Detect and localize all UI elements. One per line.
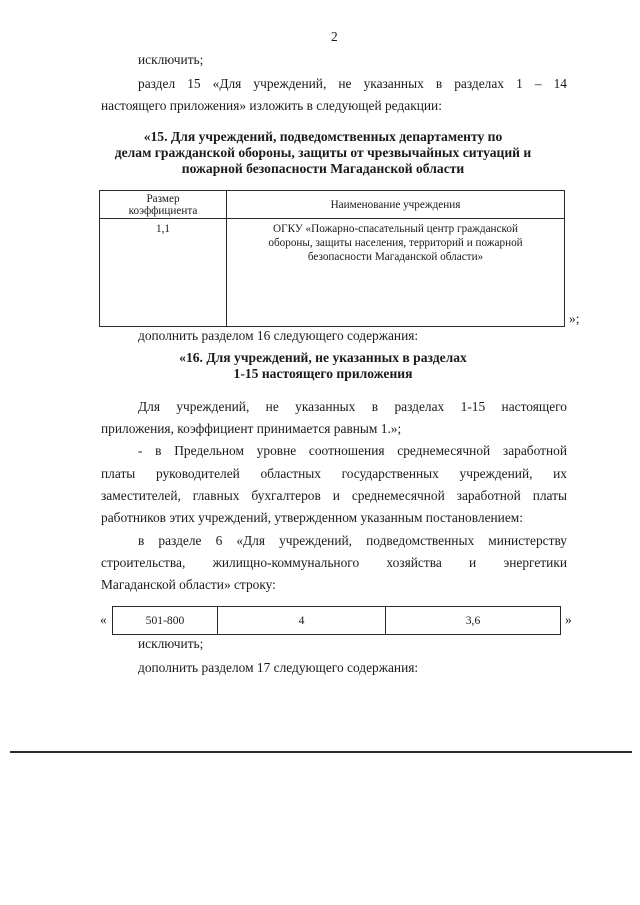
coefficient-header-line-2: коэффициента [128, 204, 198, 217]
point-line-6: строительства, жилищно-коммунального хозяйства и энергетики [101, 555, 567, 570]
section16-paragraph-line-2: приложения, коэффициент принимается равным 1.»; [101, 421, 402, 436]
section16-paragraph: Для учреждений, не указанных в разделах 1-15 настоящего [138, 399, 567, 414]
exclude-row-text: исключить; [138, 636, 204, 651]
section16-title: «16. Для учреждений, не указанных в разделах [179, 350, 467, 365]
coefficient-cell: 1,1 [100, 219, 227, 327]
institution-name-line-2: обороны, защиты населения, территорий и пожарной [268, 237, 523, 249]
point-line-5: в разделе 6 «Для учреждений, подведомственных министерству [138, 533, 567, 548]
table-row [100, 219, 565, 327]
point-line: - в Предельном уровне соотношения среднемесячной заработной [138, 443, 567, 458]
row-close-quote: » [565, 612, 572, 627]
point-line-2: платы руководителей областных государственных учреждений, их [101, 466, 567, 481]
add-section16-text: дополнить разделом 16 следующего содержания: [138, 328, 419, 343]
point-line-3: заместителей, главных бухгалтеров и среднемесячной заработной платы [101, 488, 567, 503]
page-divider [10, 751, 632, 753]
section15-title-line-2: делам гражданской обороны, защиты от чрезвычайных ситуаций и [114, 145, 532, 160]
coefficient-value-cell: 3,6 [386, 607, 561, 635]
section15-title: «15. Для учреждений, подведомственных департаменту по [143, 129, 503, 144]
institution-header: Наименование учреждения [227, 191, 565, 219]
section15-title-line-3: пожарной безопасности Магаданской области [181, 161, 465, 176]
institution-name-line-3: безопасности Магаданской области» [307, 251, 484, 263]
section16-title-line-2: 1-15 настоящего приложения [233, 366, 413, 381]
closing-quote-mark: »; [569, 311, 580, 326]
value-cell: 4 [218, 607, 386, 635]
exclude-text: исключить; [138, 52, 204, 67]
add-section17-text: дополнить разделом 17 следующего содержания: [138, 660, 419, 675]
section15-table [99, 190, 565, 327]
page-number: 2 [331, 29, 338, 44]
section15-intro-line: раздел 15 «Для учреждений, не указанных в разделах 1 – 14 [138, 76, 567, 91]
section15-intro-line-2: настоящего приложения» изложить в следующей редакции: [101, 98, 442, 113]
institution-name-line: ОГКУ «Пожарно-спасательный центр гражданской [273, 223, 518, 235]
point-line-4: работников этих учреждений, утвержденном указанным постановлением: [101, 510, 523, 525]
coefficient-header-line: Размер [146, 192, 180, 205]
table-header-row [100, 191, 565, 219]
table-row [113, 607, 561, 635]
point-line-7: Магаданской области» строку: [101, 577, 276, 592]
range-cell: 501-800 [113, 607, 218, 635]
coefficient-header [100, 191, 227, 219]
row-open-quote: « [100, 612, 107, 627]
section6-row-table [112, 606, 561, 635]
institution-cell [227, 219, 565, 327]
